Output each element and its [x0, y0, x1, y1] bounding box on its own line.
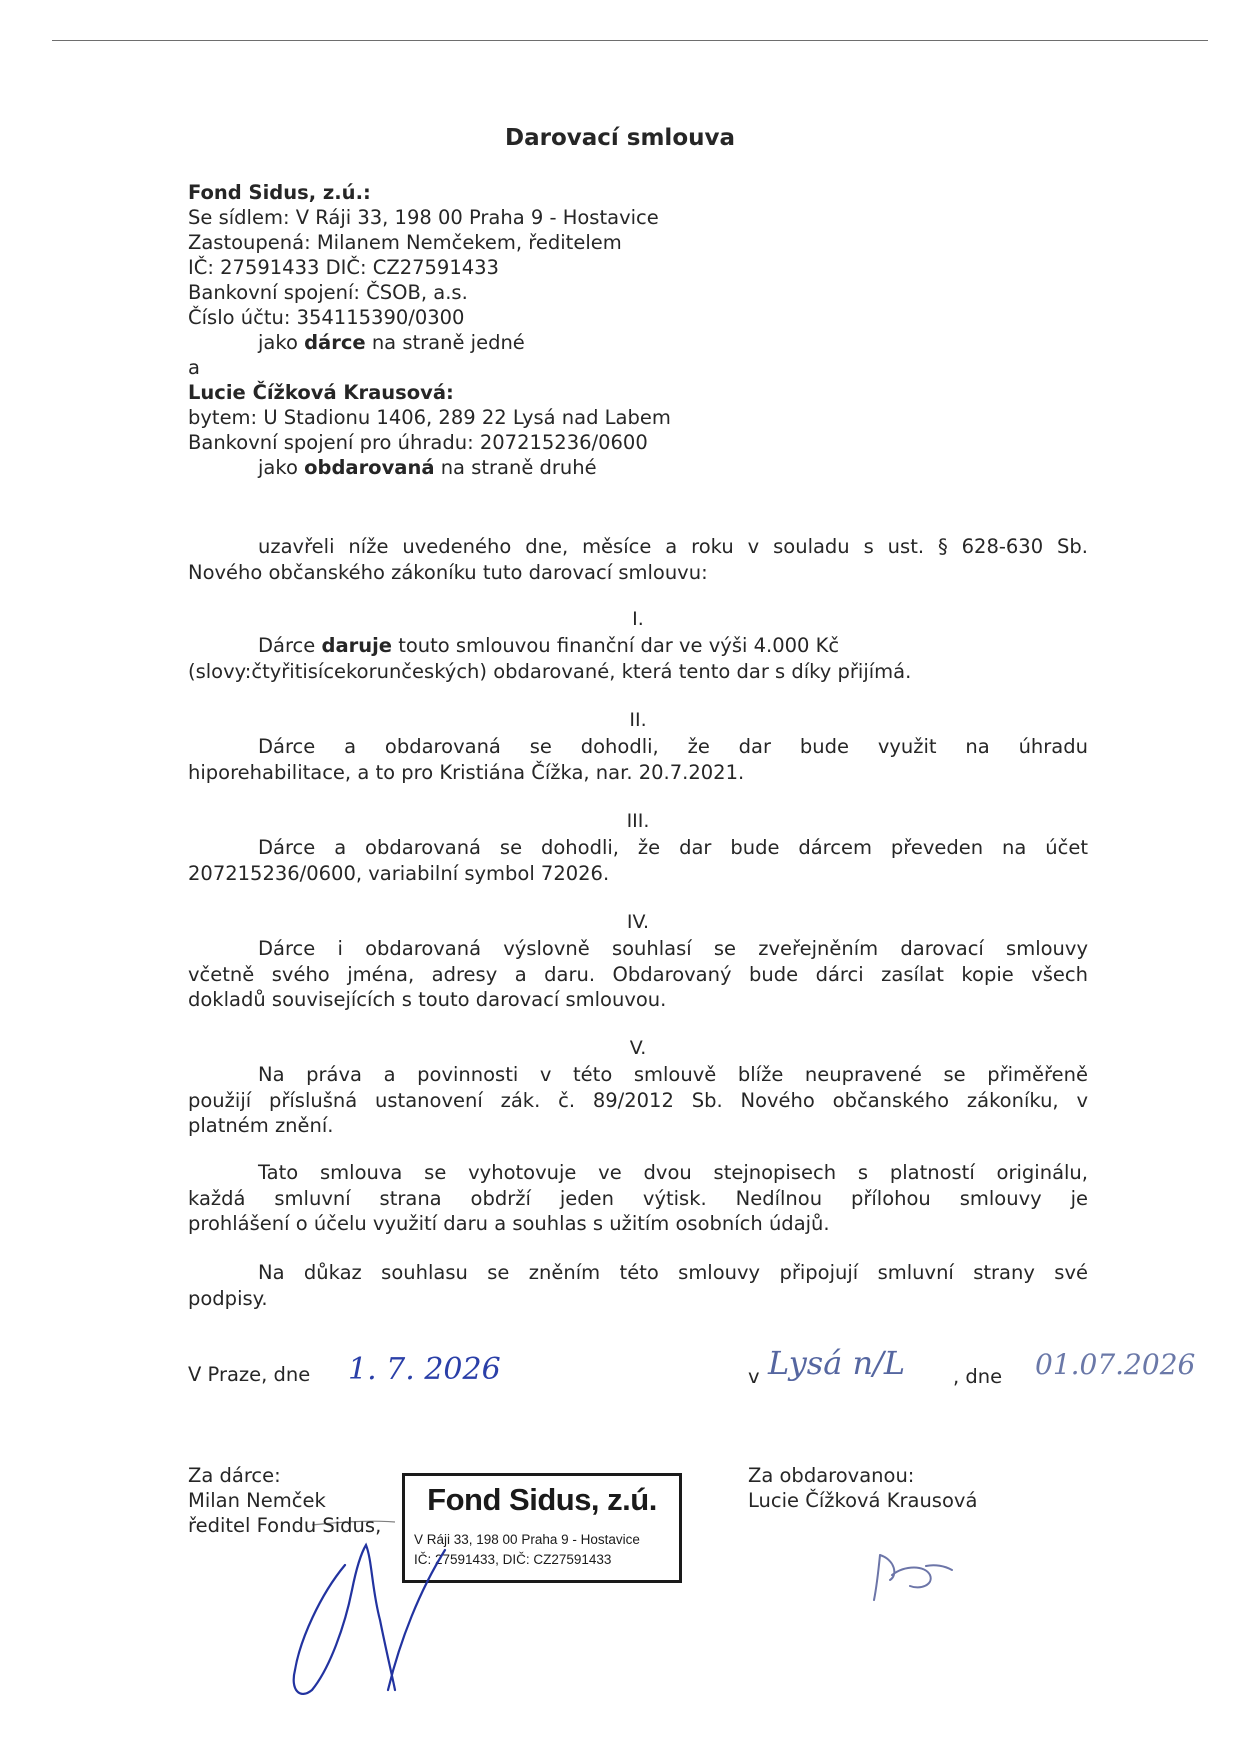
closing-1-line-1: Tato smlouva se vyhotovuje ve dvou stejnopisech s platností originálu, [258, 1161, 1088, 1184]
place-date-right-label: , dne [953, 1365, 1003, 1388]
article-2-heading: II. [629, 709, 647, 731]
article-1-bold: daruje [321, 634, 393, 657]
article-1-prefix: Dárce [258, 634, 322, 657]
closing-2-line-1: Na důkaz souhlasu se zněním této smlouvy připojují smluvní strany své [258, 1261, 1088, 1284]
handwritten-place-right: Lysá n/L [768, 1344, 906, 1382]
article-5-heading: V. [629, 1037, 647, 1059]
article-5-line-1: Na práva a povinnosti v této smlouvě blíže neupravené se přiměřeně [258, 1063, 1088, 1086]
article-5-line-3: platném znění. [188, 1114, 334, 1137]
article-4-line-2: včetně svého jména, adresy a daru. Obdarovaný bude dárci zasílat kopie všech [188, 962, 1088, 986]
recipient-role-prefix: jako [258, 456, 305, 479]
closing-2-line-2: podpisy. [188, 1286, 268, 1310]
and-conjunction: a [188, 356, 200, 379]
recipient-role-suffix: na straně druhé [434, 456, 597, 479]
article-2-line-2: hiporehabilitace, a to pro Kristiána Čížka, nar. 20.7.2021. [188, 760, 745, 784]
donor-signature-label: Za dárce: [188, 1464, 281, 1487]
donor-role-suffix: na straně jedné [365, 331, 525, 354]
donor-represented: Zastoupená: Milanem Nemčekem, ředitelem [188, 231, 622, 254]
stamp-name: Fond Sidus, z.ú. [427, 1482, 657, 1517]
article-1-suffix: touto smlouvou finanční dar ve výši 4.000 Kč [392, 634, 840, 657]
donor-ids: IČ: 27591433 DIČ: CZ27591433 [188, 256, 499, 279]
donor-role-word: dárce [304, 331, 366, 354]
donor-bank: Bankovní spojení: ČSOB, a.s. [188, 281, 468, 304]
article-3-line-2: 207215236/0600, variabilní symbol 72026. [188, 861, 610, 885]
article-3-line-1: Dárce a obdarovaná se dohodli, že dar bude dárcem převeden na účet [258, 836, 1088, 859]
document-title: Darovací smlouva [504, 125, 736, 151]
recipient-signature-name: Lucie Čížková Krausová [748, 1489, 978, 1512]
donor-seat: Se sídlem: V Ráji 33, 198 00 Praha 9 - Hostavice [188, 206, 659, 229]
article-5-line-2: použijí příslušná ustanovení zák. č. 89/2012 Sb. Nového občanského zákoníku, v [188, 1088, 1088, 1112]
intro-line-1: uzavřeli níže uvedeného dne, měsíce a roku v souladu s ust. § 628-630 Sb. [258, 535, 1088, 558]
place-date-left-label: V Praze, dne [188, 1363, 311, 1386]
article-1-heading: I. [632, 608, 644, 630]
article-4-line-3: dokladů souvisejících s touto darovací smlouvou. [188, 988, 667, 1011]
article-4-heading: IV. [626, 911, 650, 933]
handwritten-date-right: 01.07.2026 [1035, 1348, 1196, 1381]
article-1-line-2: (slovy:čtyřitisícekorunčeských) obdarované, která tento dar s díky přijímá. [188, 659, 912, 683]
donor-signature-name: Milan Nemček [188, 1489, 326, 1512]
stamp-ids: IČ: 27591433, DIČ: CZ27591433 [414, 1552, 612, 1567]
recipient-bank: Bankovní spojení pro úhradu: 207215236/0600 [188, 431, 648, 454]
donor-signature-underline [312, 1521, 395, 1525]
article-4-line-1: Dárce i obdarovaná výslovně souhlasí se zveřejněním darovací smlouvy [258, 937, 1088, 960]
article-3-heading: III. [626, 810, 650, 832]
donor-signature-title: ředitel Fondu Sidus, [188, 1514, 382, 1537]
donor-name: Fond Sidus, z.ú.: [188, 181, 371, 204]
recipient-signature-scribble [874, 1555, 952, 1600]
closing-1-line-3: prohlášení o účelu využití daru a souhlas s užitím osobních údajů. [188, 1212, 830, 1235]
article-2-line-1: Dárce a obdarovaná se dohodli, že dar bude využit na úhradu [258, 735, 1088, 758]
recipient-signature-label: Za obdarovanou: [748, 1464, 915, 1487]
donor-account: Číslo účtu: 354115390/0300 [188, 306, 465, 329]
intro-line-2: Nového občanského zákoníku tuto darovací smlouvu: [188, 560, 708, 584]
closing-1-line-2: každá smluvní strana obdrží jeden výtisk. Nedílnou přílohou smlouvy je [188, 1186, 1088, 1210]
donor-signature-scribble [294, 1545, 445, 1694]
recipient-address: bytem: U Stadionu 1406, 289 22 Lysá nad Labem [188, 406, 671, 429]
handwritten-date-left: 1. 7. 2026 [348, 1352, 501, 1387]
place-date-right-prefix: v [748, 1365, 760, 1388]
donor-role-prefix: jako [258, 331, 305, 354]
recipient-role-word: obdarovaná [304, 456, 435, 479]
recipient-name: Lucie Čížková Krausová: [188, 381, 454, 404]
stamp-address: V Ráji 33, 198 00 Praha 9 - Hostavice [414, 1532, 640, 1547]
